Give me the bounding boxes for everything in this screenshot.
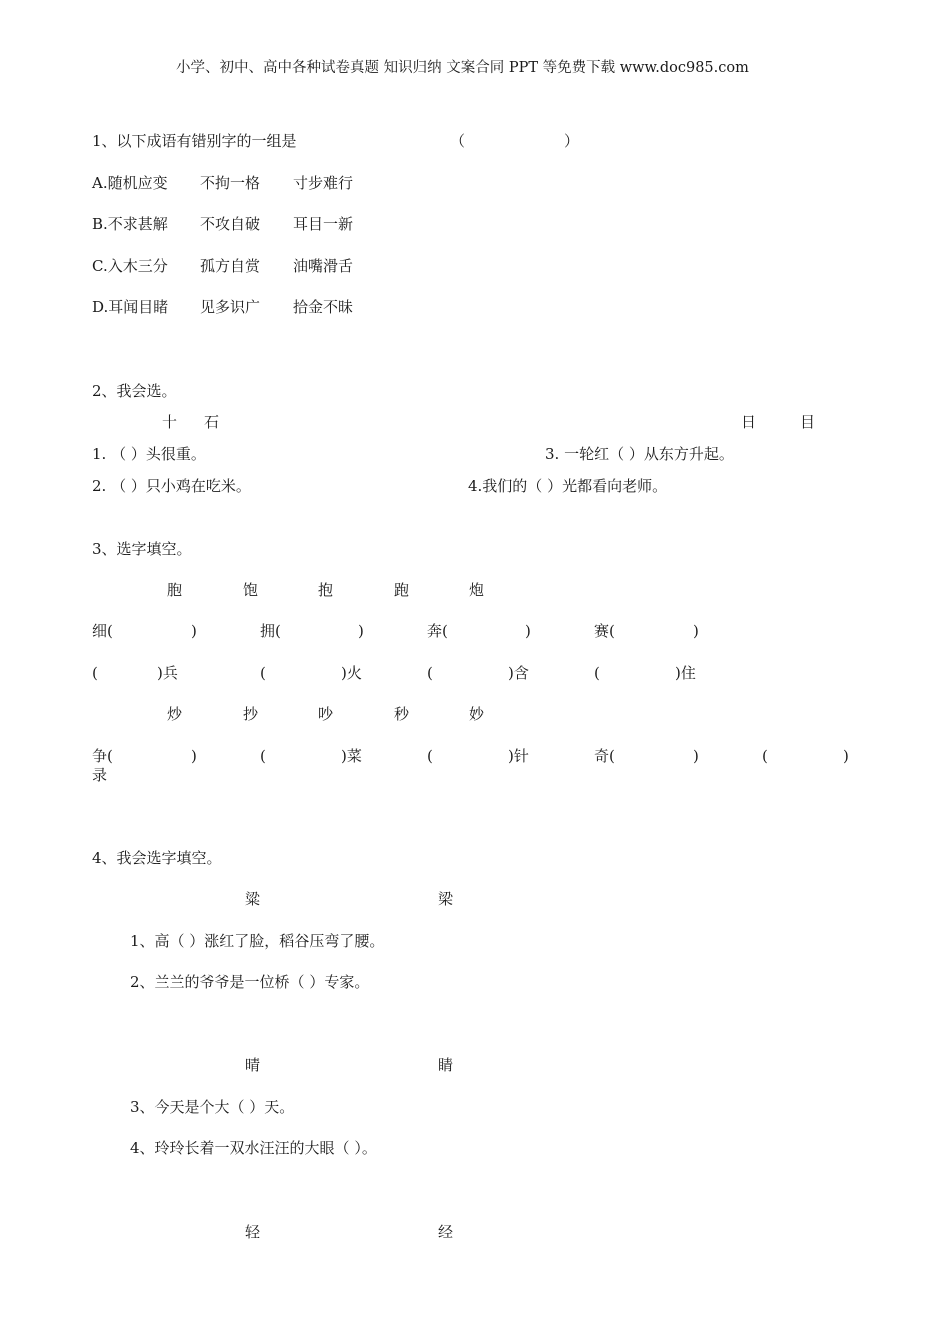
- q3-char: 胞: [167, 581, 183, 599]
- q3-blank: )住: [675, 664, 696, 682]
- q2-title: 2、我会选。: [92, 382, 177, 400]
- q1-option-c: C.入木三分: [92, 257, 168, 275]
- q3-char: 吵: [318, 705, 334, 723]
- q4-pair-3b: 经: [438, 1223, 454, 1241]
- q3-char: 抱: [318, 581, 334, 599]
- q2-choice-3: 日: [741, 413, 757, 431]
- q3-blank: (: [762, 747, 768, 765]
- q3-blank: )菜: [341, 747, 362, 765]
- q3-blank: ): [693, 747, 699, 765]
- q3-blank: ): [358, 622, 364, 640]
- q3-blank: 奇(: [594, 747, 615, 765]
- q3-blank: )针: [508, 747, 529, 765]
- q3-char: 抄: [243, 705, 259, 723]
- q1-option-a: A.随机应变: [92, 174, 168, 192]
- q3-blank: (: [594, 664, 600, 682]
- q3-blank: (: [260, 664, 266, 682]
- q3-char: 炒: [167, 705, 183, 723]
- page-header: 小学、初中、高中各种试卷真题 知识归纳 文案合同 PPT 等免费下载 www.doc985.com: [176, 60, 749, 76]
- q4-item-3: 3、今天是个大（ ）天。: [130, 1098, 295, 1116]
- q1-paren-open: （: [450, 132, 466, 150]
- q3-blank: )火: [341, 664, 362, 682]
- q3-blank: 争(: [92, 747, 113, 765]
- q3-char: 秒: [394, 705, 410, 723]
- q4-pair-1b: 梁: [438, 890, 454, 908]
- q3-blank: (: [92, 664, 98, 682]
- q2-item-3: 3. 一轮红（ ）从东方升起。: [545, 445, 734, 463]
- q2-item-1: 1. （ ）头很重。: [92, 445, 206, 463]
- q2-item-2: 2. （ ）只小鸡在吃米。: [92, 477, 251, 495]
- q1-option-b: B.不求甚解: [92, 215, 168, 233]
- q1-option-c-3: 油嘴滑舌: [293, 257, 354, 275]
- q3-wrap-char: 录: [92, 766, 108, 784]
- q2-item-4: 4.我们的（ ）光都看向老师。: [468, 477, 668, 495]
- q3-blank: 赛(: [594, 622, 615, 640]
- q3-blank: ): [525, 622, 531, 640]
- q4-item-4: 4、玲玲长着一双水汪汪的大眼（ ）。: [130, 1139, 377, 1157]
- q4-pair-3a: 轻: [245, 1223, 261, 1241]
- q4-pair-2b: 睛: [438, 1056, 454, 1074]
- q3-blank: ): [843, 747, 849, 765]
- q1-title: 1、以下成语有错别字的一组是: [92, 132, 297, 150]
- q3-char: 炮: [469, 581, 485, 599]
- q4-item-2: 2、兰兰的爷爷是一位桥（ ）专家。: [130, 973, 370, 991]
- q1-option-a-3: 寸步难行: [293, 174, 354, 192]
- q1-option-d: D.耳闻目睹: [92, 298, 169, 316]
- q1-option-b-3: 耳目一新: [293, 215, 354, 233]
- q3-blank: ): [693, 622, 699, 640]
- q3-blank: ): [191, 747, 197, 765]
- q3-blank: 拥(: [260, 622, 281, 640]
- q3-blank: )兵: [157, 664, 178, 682]
- q4-pair-2a: 晴: [245, 1056, 261, 1074]
- q1-option-d-3: 拾金不昧: [293, 298, 354, 316]
- q3-title: 3、选字填空。: [92, 540, 192, 558]
- q1-option-c-2: 孤方自赏: [200, 257, 261, 275]
- q3-blank: )含: [508, 664, 529, 682]
- q4-pair-1a: 粱: [245, 890, 261, 908]
- q3-char: 饱: [243, 581, 259, 599]
- q3-blank: 细(: [92, 622, 113, 640]
- q3-blank: (: [427, 747, 433, 765]
- q2-choice-1: 十: [162, 413, 178, 431]
- q1-option-d-2: 见多识广: [200, 298, 261, 316]
- q3-blank: ): [191, 622, 197, 640]
- q3-char: 跑: [394, 581, 410, 599]
- q3-blank: (: [260, 747, 266, 765]
- q2-choice-4: 目: [800, 413, 816, 431]
- q1-option-b-2: 不攻自破: [200, 215, 261, 233]
- q4-title: 4、我会选字填空。: [92, 849, 222, 867]
- q3-char: 妙: [469, 705, 485, 723]
- q1-paren-close: ）: [564, 132, 580, 150]
- q2-choice-2: 石: [204, 413, 220, 431]
- q3-blank: 奔(: [427, 622, 448, 640]
- q1-option-a-2: 不拘一格: [200, 174, 261, 192]
- q4-item-1: 1、高（ ）涨红了脸，稻谷压弯了腰。: [130, 932, 385, 950]
- q3-blank: (: [427, 664, 433, 682]
